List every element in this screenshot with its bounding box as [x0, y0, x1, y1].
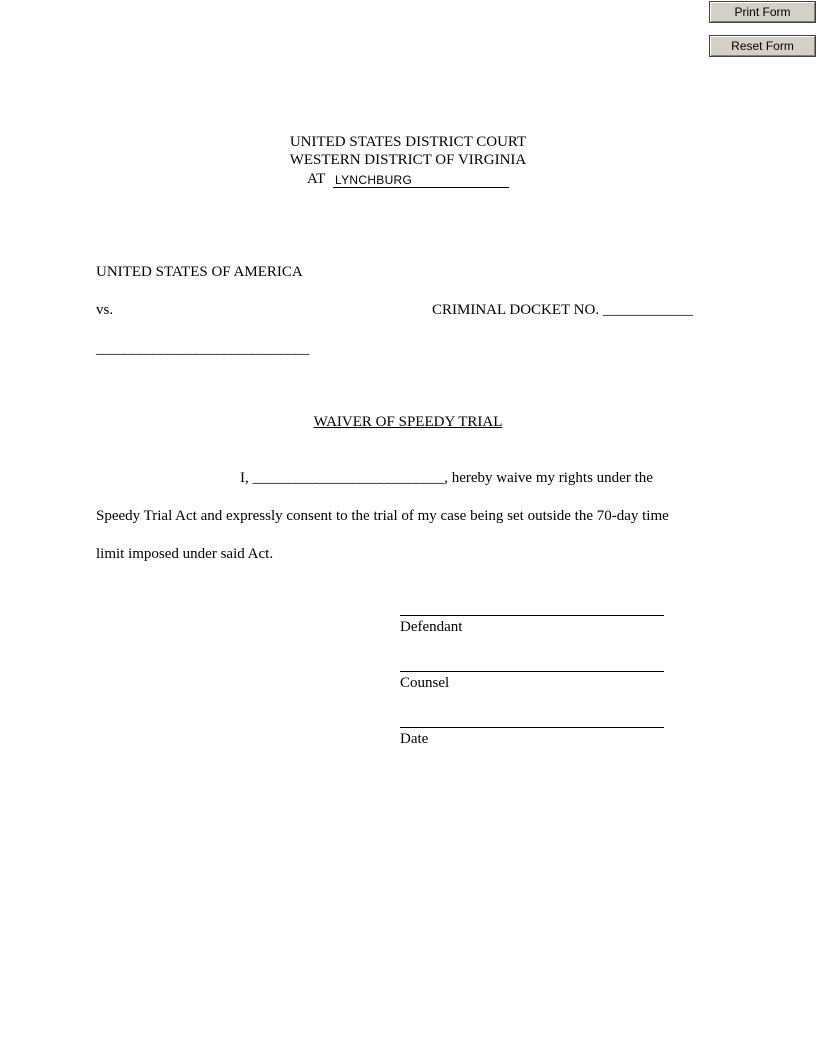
- location-field[interactable]: LYNCHBURG: [333, 172, 509, 188]
- versus-label: vs.: [96, 302, 114, 318]
- document-title: WAIVER OF SPEEDY TRIAL: [313, 414, 503, 430]
- waiver-line-1-suffix: , hereby waive my rights under the: [444, 470, 653, 486]
- waiver-line-3: limit imposed under said Act.: [96, 546, 274, 562]
- waiver-name-field[interactable]: ___________________________: [252, 470, 445, 486]
- counsel-signature-line[interactable]: [400, 671, 664, 672]
- defendant-label: Defendant: [400, 619, 463, 635]
- waiver-pronoun: I,: [240, 470, 249, 486]
- docket-number: [432, 302, 693, 319]
- date-label: Date: [400, 731, 429, 747]
- district-name: WESTERN DISTRICT OF VIRGINIA: [289, 152, 527, 168]
- plaintiff-name: UNITED STATES OF AMERICA: [96, 264, 303, 280]
- court-name: UNITED STATES DISTRICT COURT: [289, 134, 527, 150]
- counsel-label: Counsel: [400, 675, 450, 691]
- waiver-line-2: Speedy Trial Act and expressly consent to the trial of my case being set outside the 70-day time: [96, 508, 669, 524]
- date-line[interactable]: [400, 727, 664, 728]
- defendant-signature-line[interactable]: [400, 615, 664, 616]
- print-form-button[interactable]: Print Form: [709, 1, 816, 23]
- docket-number-field[interactable]: ____________: [602, 302, 693, 318]
- reset-form-button[interactable]: Reset Form: [709, 35, 816, 57]
- waiver-line-1: [240, 470, 653, 487]
- docket-label: CRIMINAL DOCKET NO.: [432, 302, 600, 318]
- defendant-name-field[interactable]: ______________________________: [96, 341, 310, 357]
- at-label: AT: [307, 171, 326, 187]
